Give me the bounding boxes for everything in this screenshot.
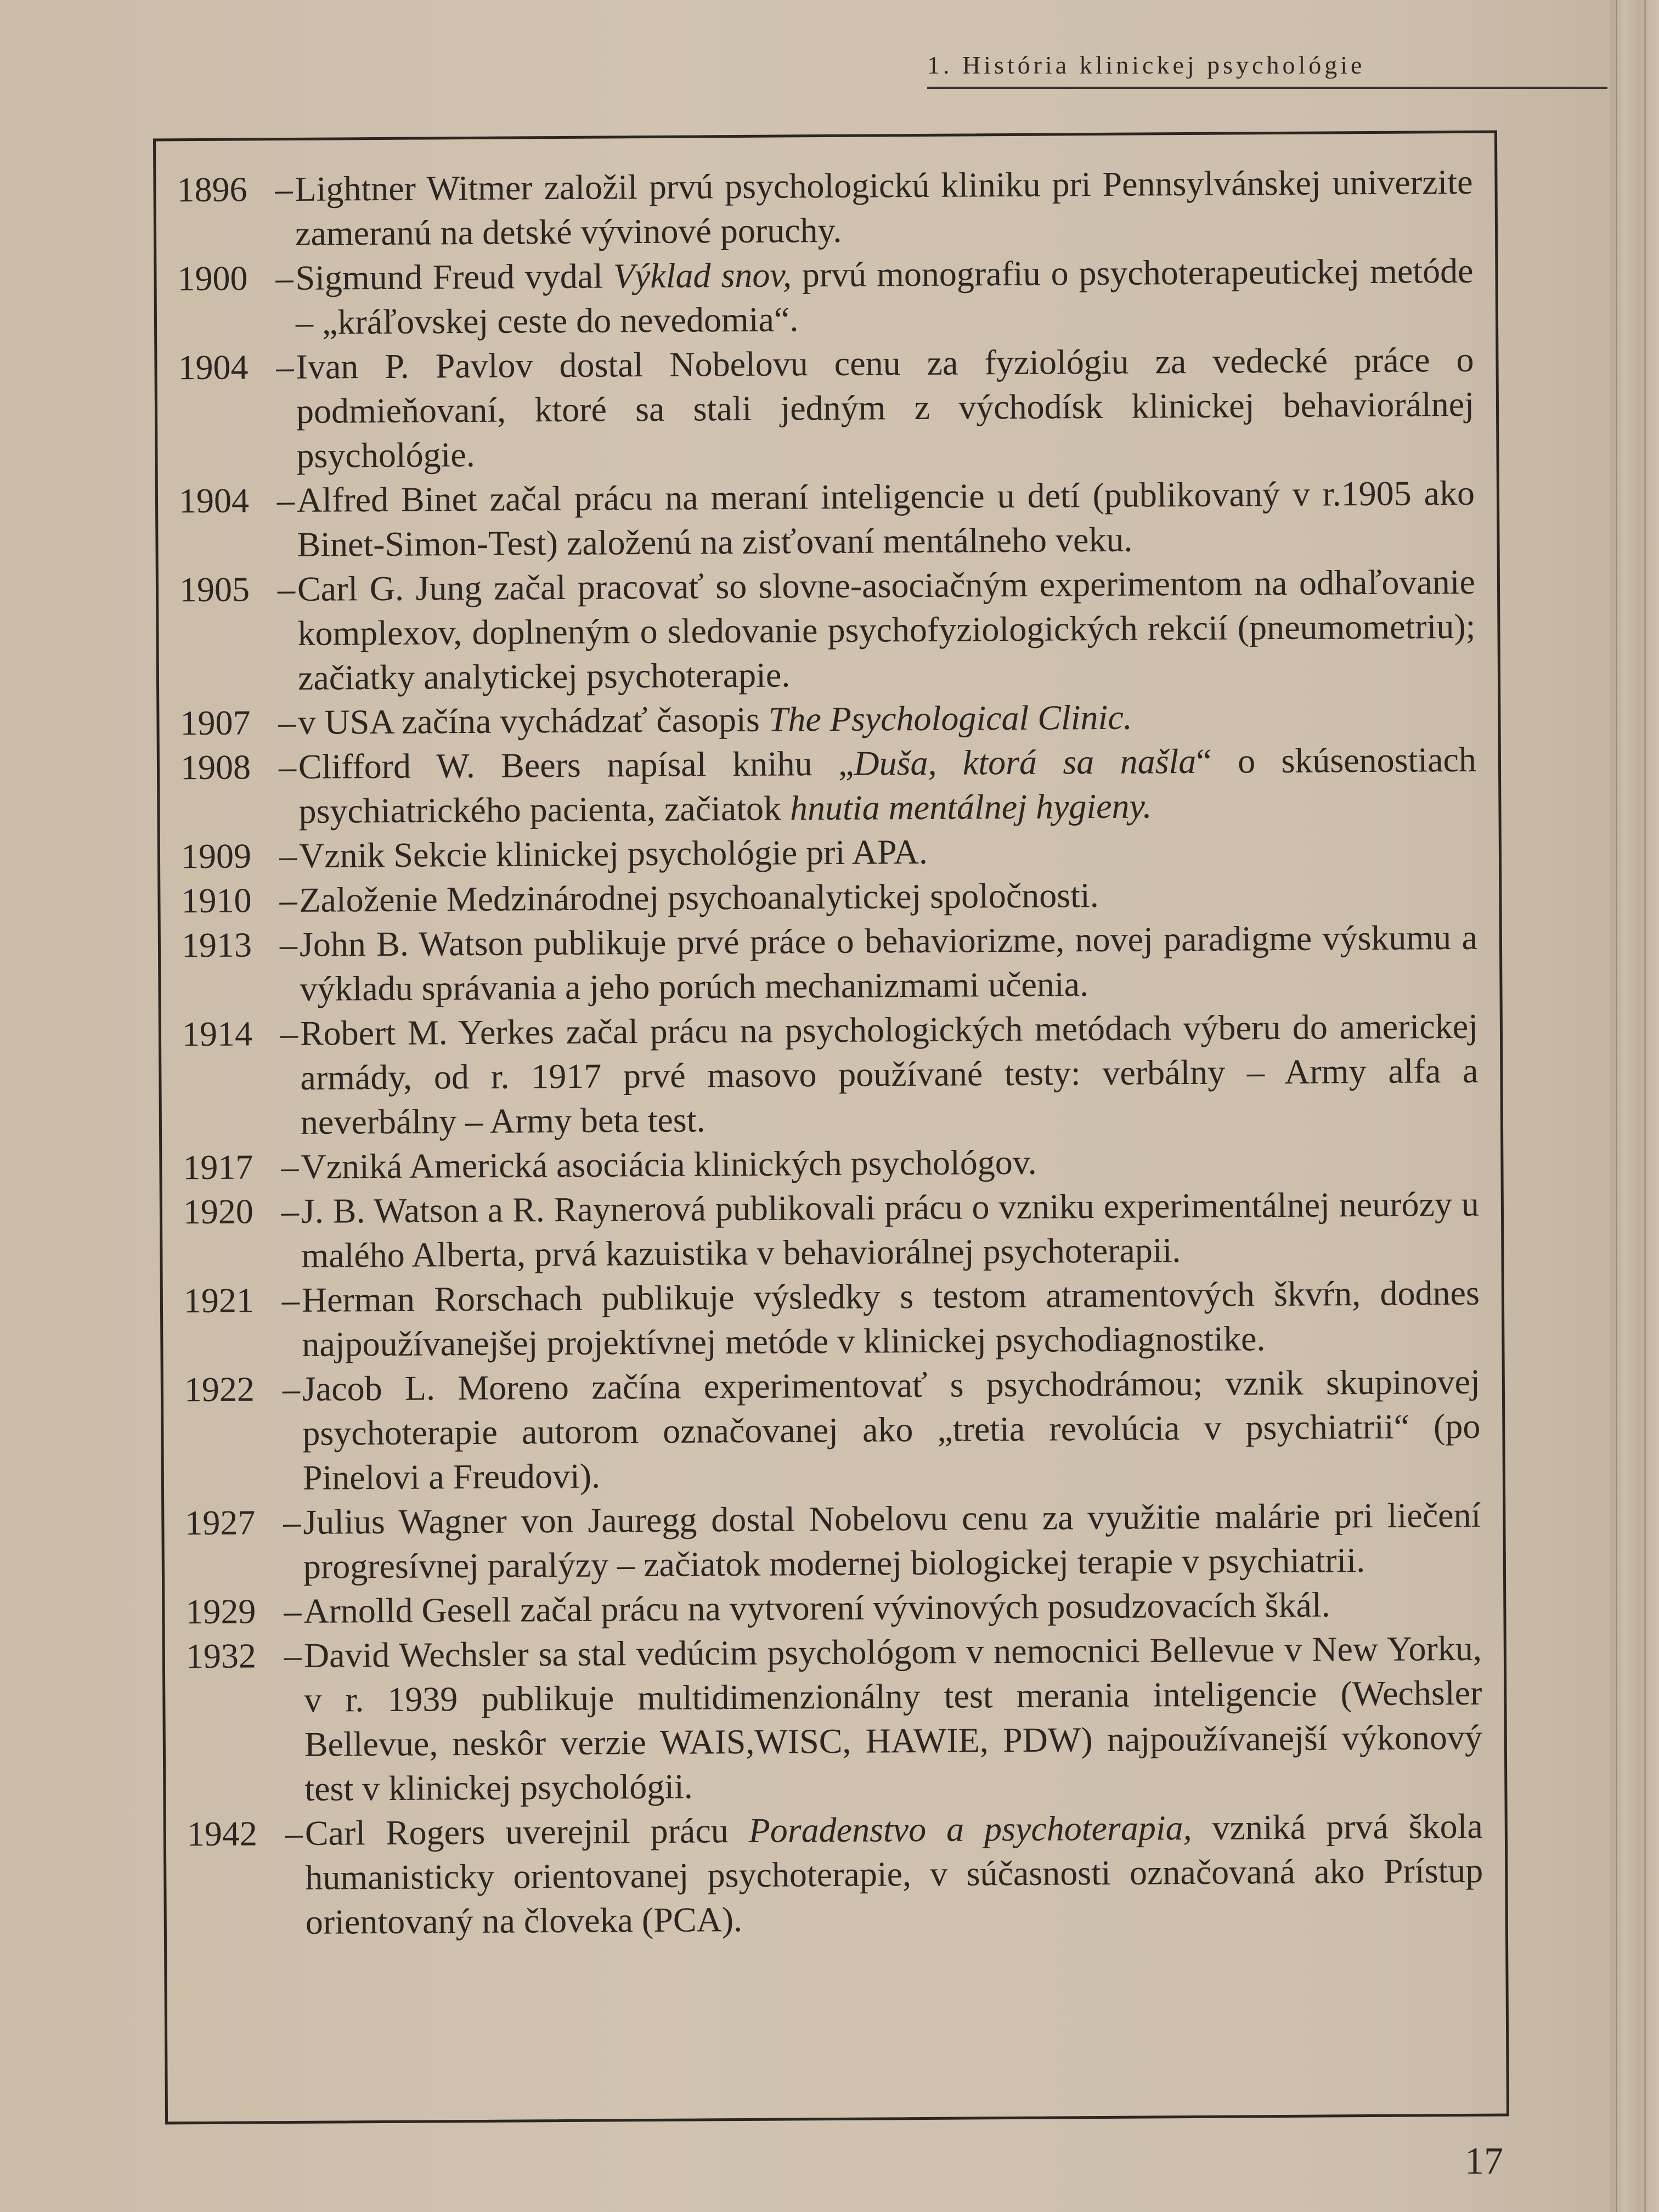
- entry-year: 1920: [183, 1192, 254, 1232]
- entry-italic-title: Výklad snov,: [613, 255, 792, 296]
- entry-year: 1917: [183, 1147, 253, 1187]
- timeline-entry: [182, 1004, 1479, 1145]
- entry-italic-title: The Psychological Clinic.: [768, 697, 1132, 739]
- entry-dash: –: [284, 1635, 302, 1675]
- timeline-entry: [182, 915, 1478, 1012]
- entry-text: Arnolld Gesell začal prácu na vytvorení vývinových posudzovacích škál.: [303, 1585, 1330, 1630]
- entry-text: David Wechsler sa stal vedúcim psychológom v nemocnici Bellevue v New Yorku, v r. 1939 publikuje multidimenzionálny test merania inteligencie (Wechsler Bellevue, neskôr verzie WAIS,WISC, HAWIE, PDW) najpoužívanejší výkonový test v klinickej psychológii.: [303, 1628, 1483, 1808]
- entry-dash: –: [281, 1147, 299, 1187]
- entry-dash: –: [279, 880, 297, 920]
- timeline-entry: [183, 1137, 1479, 1189]
- entry-year: 1929: [185, 1592, 256, 1632]
- entry-dash: –: [285, 1813, 303, 1853]
- timeline-entry: [185, 1582, 1481, 1634]
- timeline-entry: [186, 1626, 1483, 1812]
- entry-text: John B. Watson publikuje prvé práce o behaviorizme, novej paradigme výskumu a výkladu správania a jeho porúch mechanizmami učenia.: [299, 917, 1478, 1008]
- entry-dash: –: [283, 1502, 301, 1542]
- entry-text: [305, 1804, 1483, 1944]
- entry-year: 1900: [177, 258, 248, 298]
- entry-dash: –: [279, 924, 298, 964]
- entry-text: [298, 693, 1476, 744]
- entry-text-part: “ o skúsenostiach psychiatrického pacienta, začiatok: [298, 740, 1477, 831]
- entry-text: Ivan P. Pavlov dostal Nobelovu cenu za fyziológiu za vedecké práce o podmieňovaní, ktoré sa stali jedným z východísk klinickej behaviorálnej psychológie.: [296, 340, 1475, 475]
- entry-dash: –: [277, 569, 296, 609]
- entry-dash: –: [279, 836, 297, 876]
- entry-text: Jacob L. Moreno začína experimentovať s psychodrámou; vznik skupinovej psychoterapie autorom označovanej ako „tretia revolúcia v psychiatrii“ (po Pinelovi a Freudovi).: [302, 1362, 1481, 1497]
- timeline-entry: [181, 826, 1477, 878]
- entry-text-part: prvú monografiu o psychoterapeutickej metóde – „kráľovskej ceste do nevedomia“.: [295, 251, 1474, 342]
- entry-year: 1909: [180, 836, 252, 876]
- entry-text: [295, 249, 1474, 345]
- entry-dash: –: [276, 347, 294, 387]
- entry-year: 1927: [185, 1503, 256, 1543]
- entry-text: Alfred Binet začal prácu na meraní inteligencie u detí (publikovaný v r.1905 ako Binet-Simon-Test) založenú na zisťovaní mentálneho veku.: [296, 473, 1475, 564]
- entry-year: 1908: [180, 747, 251, 787]
- entry-year: 1942: [187, 1814, 258, 1854]
- entry-year: 1896: [177, 170, 247, 210]
- entry-text: Julius Wagner von Jauregg dostal Nobelovu cenu za využitie malárie pri liečení progresívnej paralýzy – začiatok modernej biologickej terapie v psychiatrii.: [303, 1495, 1481, 1586]
- entry-text: Vzniká Americká asociácia klinických psychológov.: [301, 1142, 1037, 1186]
- entry-text: Herman Rorschach publikuje výsledky s testom atramentových škvŕn, dodnes najpoužívanejšej projektívnej metóde v klinickej psychodiagnostike.: [301, 1273, 1480, 1364]
- entry-dash: –: [281, 1191, 300, 1231]
- timeline-entry: [183, 1182, 1480, 1278]
- entry-dash: –: [284, 1591, 302, 1631]
- entry-text: J. B. Watson a R. Raynerová publikovali prácu o vzniku experimentálnej neurózy u malého Alberta, prvá kazuistika v behaviorálnej psychoterapii.: [301, 1184, 1480, 1275]
- entry-text: Lightner Witmer založil prvú psychologickú kliniku pri Pennsylvánskej univerzite zameranú na detské vývinové poruchy.: [295, 162, 1473, 253]
- entry-text-part: Carl Rogers uverejnil prácu: [304, 1810, 749, 1853]
- running-title: 1. História klinickej psychológie: [927, 51, 1365, 79]
- entry-year: 1932: [185, 1636, 257, 1676]
- timeline-entry: [177, 160, 1473, 256]
- entry-text-part: v USA začína vychádzať časopis: [298, 699, 769, 742]
- entry-year: 1914: [182, 1014, 253, 1054]
- entry-dash: –: [275, 169, 293, 209]
- entry-text-part: vzniká prvá škola humanisticky orientovanej psychoterapie, v súčasnosti označovaná ako Prístup orientovaný na človeka (PCA).: [305, 1806, 1483, 1942]
- entry-text-part: Sigmund Freud vydal: [295, 256, 614, 297]
- timeline-entry: [179, 560, 1476, 701]
- timeline-entry: [184, 1359, 1481, 1500]
- entry-dash: –: [282, 1369, 301, 1409]
- entry-dash: –: [278, 747, 297, 787]
- entry-text: Carl G. Jung začal pracovať so slovne-asociačným experimentom na odhaľovanie komplexov, doplneným o sledovanie psychofyziologických rekcií (pneumometriu); začiatky analytickej psychoterapie.: [297, 562, 1476, 697]
- entry-year: 1904: [178, 481, 250, 521]
- entry-text: Založenie Medzinárodnej psychoanalytickej spoločnosti.: [299, 876, 1099, 919]
- timeline-entry: [179, 471, 1475, 567]
- timeline-entry: [187, 1804, 1483, 1945]
- timeline-entry: [180, 693, 1476, 745]
- page-edge-line: [1616, 0, 1617, 2212]
- entry-year: 1913: [181, 925, 252, 965]
- entry-year: 1905: [179, 569, 250, 610]
- entry-italic-title: Duša, ktorá sa našla: [854, 741, 1197, 783]
- entry-text: Vznik Sekcie klinickej psychológie pri APA.: [298, 832, 928, 875]
- entry-year: 1907: [180, 703, 251, 743]
- entry-italic-term: hnutia mentálnej hygieny.: [789, 786, 1152, 828]
- entry-dash: –: [278, 702, 296, 742]
- timeline-entry: [184, 1271, 1480, 1367]
- page-edge: [1610, 0, 1659, 2212]
- header-rule: [927, 87, 1607, 89]
- page-edge-line: [1644, 0, 1646, 2212]
- timeline-box: [153, 131, 1509, 2125]
- entry-text: [298, 737, 1477, 833]
- entry-year: 1922: [184, 1369, 255, 1409]
- entry-text: Robert M. Yerkes začal prácu na psychologických metódach výberu do americkej armády, od r. 1917 prvé masovo používané testy: verbálny – Army alfa a neverbálny – Army beta test.: [300, 1006, 1479, 1142]
- timeline-entry: [180, 737, 1477, 834]
- entry-italic-title: Poradenstvo a psychoterapia,: [748, 1808, 1192, 1850]
- entry-year: 1910: [181, 881, 252, 921]
- entry-year: 1904: [178, 347, 249, 387]
- timeline-entry: [181, 871, 1477, 923]
- timeline-entry: [178, 337, 1474, 478]
- entry-dash: –: [281, 1280, 300, 1320]
- entry-dash: –: [275, 258, 294, 298]
- timeline-entry: [177, 249, 1474, 345]
- entry-text-part: Clifford W. Beers napísal knihu „: [298, 743, 854, 786]
- entry-dash: –: [276, 480, 295, 520]
- page-number: 17: [1465, 2140, 1503, 2182]
- timeline-entry: [185, 1493, 1481, 1589]
- entry-dash: –: [280, 1013, 298, 1053]
- entry-year: 1921: [183, 1280, 255, 1321]
